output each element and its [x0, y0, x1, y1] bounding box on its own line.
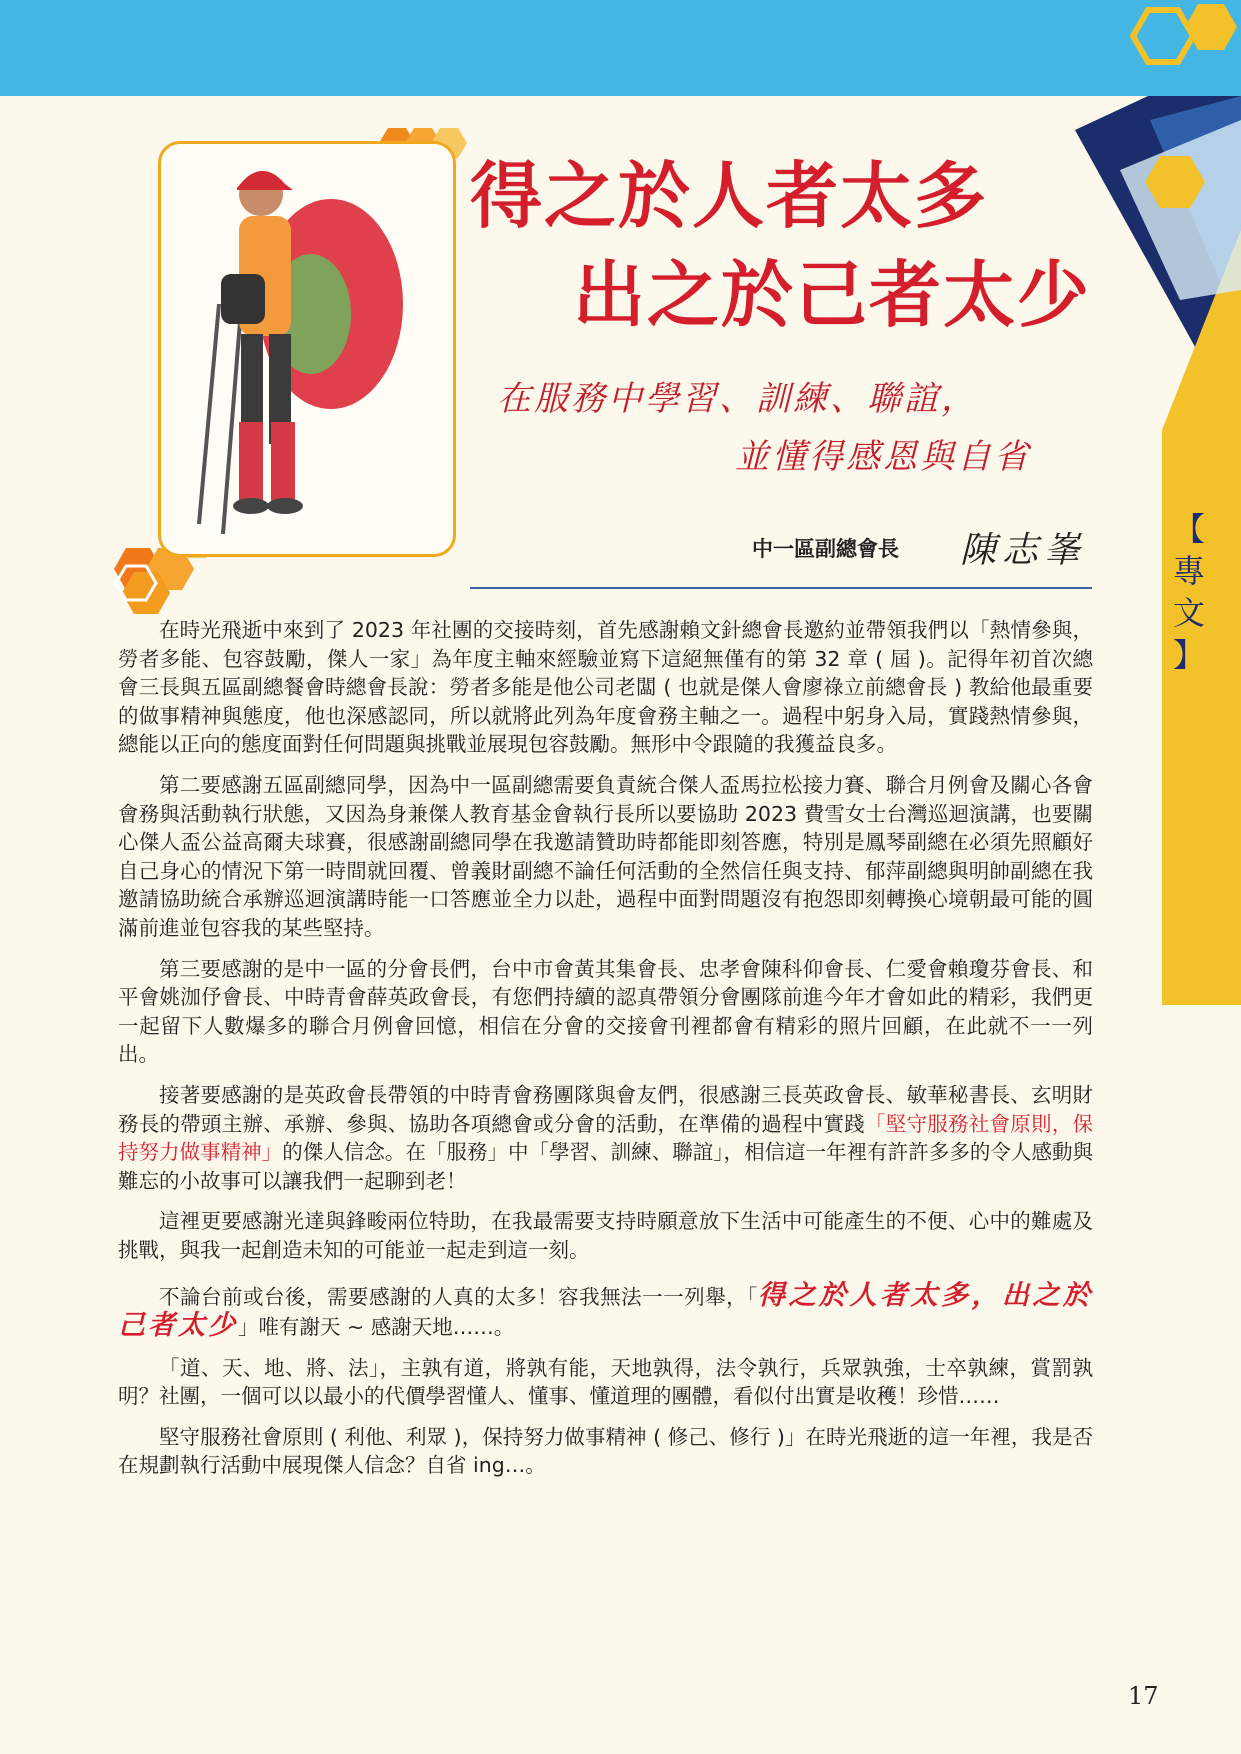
author-name: 陳志峯 [960, 530, 1087, 571]
author-photo [158, 141, 456, 557]
paragraph-7: 「道、天、地、將、法」，主孰有道，將孰有能，天地孰得，法令孰行，兵眾孰強，士卒孰練，賞罰孰明？社團，一個可以以最小的代價學習懂人、懂事、懂道理的團體，看似付出實是收穫！珍惜…… [118, 1355, 1093, 1409]
paragraph-6-text-a: 不論台前或台後，需要感謝的人真的太多！容我無法一一列舉，「 [159, 1285, 758, 1310]
title-line-1: 得之於人者太多 [470, 153, 989, 238]
paragraph-1: 在時光飛逝中來到了 2023 年社團的交接時刻，首先感謝賴文針總會長邀約並帶領我們以「熱情參與，勞者多能、包容鼓勵，傑人一家」為年度主軸來經驗並寫下這絕無僅有的第 32 章 ( 屆 )。記得年初首次總會三長與五區副總餐會時總會長說：勞者多能是他公司老闆 ( 也就是傑人會廖祿立前總會長 ) 教給他最重要的做事精神與態度，他也深感認同，所以就將此列為年度會務主軸之一。過程中躬身入局，實踐熱情參與，總能以正向的態度面對任何問題與挑戰並展現包容鼓勵。無形中令跟隨的我獲益良多。 [118, 618, 1093, 757]
paragraph-2: 第二要感謝五區副總同學，因為中一區副總需要負責統合傑人盃馬拉松接力賽、聯合月例會及關心各會會務與活動執行狀態，又因為身兼傑人教育基金會執行長所以要協助 2023 費雪女士台灣巡迴演講，也要關心傑人盃公益高爾夫球賽，很感謝副總同學在我邀請贊助時都能即刻答應，特別是鳳琴副總在必須先照顧好自己身心的情況下第一時間就回覆、曾義財副總不論任何活動的全然信任與支持、郁萍副總與明帥副總在我邀請協助統合承辦巡迴演講時能一口答應並全力以赴，過程中面對問題沒有抱怨即刻轉換心境朝最可能的圓滿前進並包容我的某些堅持。 [118, 772, 1093, 940]
tag-char-1: 專 [1172, 552, 1205, 590]
page-number: 17 [1128, 1682, 1159, 1710]
hexagon-icon [1185, 4, 1237, 50]
hexagon-icon [1133, 10, 1193, 62]
author-role: 中一區副總會長 [752, 537, 899, 561]
paragraph-6 [118, 1282, 1093, 1341]
subtitle-line-2: 並懂得感恩與自省 [735, 437, 1031, 477]
article-body [118, 616, 1093, 1492]
divider-line [470, 587, 1092, 589]
highlighted-motto: 「堅守服務社會原則，保持努力做事精神」 [118, 1111, 1093, 1165]
paragraph-5: 這裡更要感謝光達與鋒畯兩位特助，在我最需要支持時願意放下生活中可能產生的不便、心中的難處及挑戰，與我一起創造未知的可能並一起走到這一刻。 [118, 1209, 1093, 1262]
hiker-photo-icon [161, 144, 453, 554]
paragraph-4 [118, 1081, 1093, 1195]
paragraph-4-text-b: 的傑人信念。在「服務」中「學習、訓練、聯誼」，相信這一年裡有許許多多的令人感動與難忘的小故事可以讓我們一起聊到老！ [118, 1140, 1094, 1193]
title-line-2: 出之於己者太少 [573, 252, 1092, 337]
paragraph-8: 堅守服務社會原則 ( 利他、利眾 )，保持努力做事精神 ( 修己、修行 )」在時光飛逝的這一年裡，我是否在規劃執行活動中展現傑人信念？自省 ing…。 [118, 1424, 1093, 1478]
paragraph-4-text-a: 接著要感謝的是英政會長帶領的中時青會務團隊與會友們，很感謝三長英政會長、敏華秘書長、玄明財務長的帶頭主辦、承辦、參與、協助各項總會或分會的活動，在準備的過程中實踐 [118, 1082, 1093, 1136]
section-tag [1172, 508, 1206, 676]
tag-open-bracket: 【 [1172, 510, 1205, 548]
paragraph-3: 第三要感謝的是中一區的分會長們，台中市會黃其集會長、忠孝會陳科仰會長、仁愛會賴瓊芬會長、和平會姚泇伃會長、中時青會薛英政會長，有您們持續的認真帶領分會團隊前進今年才會如此的精彩，我們更一起留下人數爆多的聯合月例會回憶，相信在分會的交接會刊裡都會有精彩的照片回顧，在此就不一一列出。 [118, 956, 1093, 1067]
tag-close-bracket: 】 [1172, 636, 1205, 674]
highlighted-title-quote: 得之於人者太多，出之於己者太少 [118, 1280, 1094, 1342]
tag-char-2: 文 [1172, 594, 1205, 632]
subtitle-line-1: 在服務中學習、訓練、聯誼， [497, 379, 978, 419]
paragraph-6-text-b: 」唯有謝天 ~ 感謝天地……。 [238, 1315, 515, 1340]
